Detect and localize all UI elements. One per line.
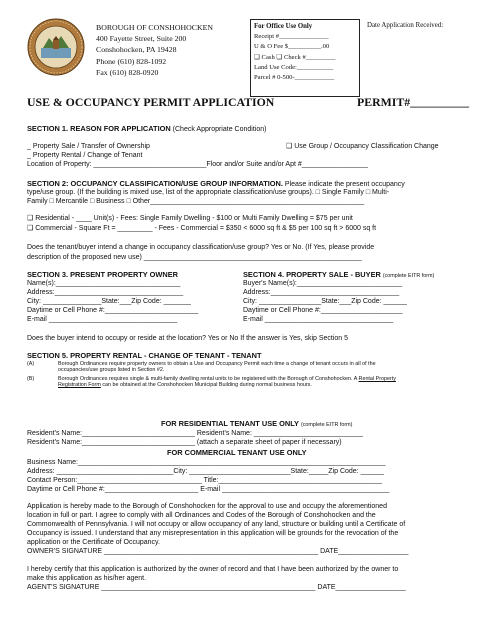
- permit-number[interactable]: PERMIT#__________: [357, 95, 470, 109]
- section-5-a-label: (A): [27, 361, 35, 367]
- owner-city-field[interactable]: City: _______________State:___Zip Code: _______: [27, 298, 191, 305]
- city-address: Conshohocken, PA 19428: [96, 45, 177, 55]
- business-address-field[interactable]: Address: ______________________________City: __________________________State:_____Zip Code: ______: [27, 468, 384, 475]
- buyer-address-field[interactable]: Address:_________________________________: [243, 289, 400, 296]
- owner-phone-field[interactable]: Daytime or Cell Phone #:________________________: [27, 307, 199, 314]
- application-text-5: application or the Certificate of Occupancy.: [27, 539, 160, 546]
- new-use-description-field[interactable]: description of the proposed new use) ________________________________________________________: [27, 254, 362, 261]
- office-use-box: [250, 19, 360, 97]
- business-name-field[interactable]: Business Name:_______________________________________________________________________________: [27, 459, 386, 466]
- resident-name-row-2[interactable]: Resident's Name:_____________________________ (attach a separate sheet of paper if necessary): [27, 439, 342, 446]
- application-text-1: Application is hereby made to the Borough of Conshohocken for the approval to use and occupy the aforementioned: [27, 503, 387, 510]
- owner-signature-field[interactable]: OWNER'S SIGNATURE _______________________________________________________ DATE__________________: [27, 548, 409, 555]
- rental-registration-link[interactable]: Rental Property: [358, 376, 396, 382]
- section-1-note: (Check Appropriate Condition): [172, 126, 267, 133]
- owner-email-field[interactable]: E-mail _________________________________: [27, 316, 178, 323]
- commercial-fee-option[interactable]: ❑ Commercial - Square Ft = _________ - Fees - Commercial = $350 < 6000 sq ft & $5 per 100 sq ft > 6000 sq ft: [27, 225, 377, 232]
- certify-text-2: make this application as his/her agent.: [27, 575, 147, 582]
- location-of-property-field[interactable]: Location of Property: _____________________________Floor and/or Suite and/or Apt #_________________: [27, 161, 368, 168]
- parcel-field[interactable]: Parcel # 0-500-____________: [254, 74, 335, 82]
- section-2-text-2[interactable]: type/use group. (If the building is mixed use, list of the appropriate classification/use groups). □ Single Family □ Multi-: [27, 189, 390, 196]
- certify-text-1: I hereby certify that this application is authorized by the owner of record and that I have been authorized by the owner to: [27, 566, 399, 573]
- option-property-rental[interactable]: _ Property Rental / Change of Tenant: [27, 152, 143, 159]
- change-use-question[interactable]: Does the tenant/buyer intend a change in occupancy classification/use group? Yes or No. (If Yes, please provide: [27, 244, 375, 251]
- fax-number: Fax (610) 828-0920: [96, 67, 159, 77]
- office-use-title: For Office Use Only: [254, 23, 313, 30]
- business-phone-email-field[interactable]: Daytime or Cell Phone #:________________________ E-mail ___________________________________________: [27, 486, 390, 493]
- receipt-field[interactable]: Receipt #_______________: [254, 33, 329, 41]
- date-received-label: Date Application Received:: [367, 22, 444, 29]
- option-property-sale[interactable]: _ Property Sale / Transfer of Ownership: [27, 143, 150, 150]
- section-5-b-text-2: can be obtained at the Conshohocken Municipal Building during normal business hours.: [100, 382, 312, 388]
- agent-signature-field[interactable]: AGENT'S SIGNATURE _______________________________________________________ DATE__________________: [27, 584, 406, 591]
- section-2-text-1: Please indicate the present occupancy: [284, 181, 405, 188]
- option-use-group-change[interactable]: ❑ Use Group / Occupancy Classification Change: [286, 143, 439, 150]
- buyer-occupy-question[interactable]: Does the buyer intend to occupy or reside at the location? Yes or No If the answer is Yes, skip Section 5: [27, 335, 349, 342]
- borough-seal-icon: [27, 18, 85, 76]
- section-2-text-3[interactable]: Family □ Mercantile □ Business □ Other_______________________________________________________: [27, 198, 365, 205]
- section-5-a-text-2: occupancies/use groups listed in Section #2.: [58, 367, 165, 373]
- section-5-b-line-2: [58, 382, 312, 388]
- phone-number: Phone (610) 828-1092: [96, 56, 167, 66]
- section-4-note: (complete EITR form): [382, 273, 435, 279]
- page-title: USE & OCCUPANCY PERMIT APPLICATION: [27, 95, 275, 109]
- residential-fee-option[interactable]: ❑ Residential - ____ Unit(s) - Fees: Single Family Dwelling - $100 or Multi Family Dwelling = $75 per unit: [27, 215, 353, 222]
- section-5-heading: SECTION 5. PROPERTY RENTAL - CHANGE OF TENANT - TENANT: [27, 351, 262, 360]
- land-use-field[interactable]: Land Use Code:___________: [254, 63, 334, 71]
- section-5-b-label: (B): [27, 376, 35, 382]
- org-name: BOROUGH OF CONSHOHOCKEN: [96, 23, 213, 32]
- street-address: 400 Fayette Street, Suite 200: [96, 34, 187, 44]
- resident-name-row-1[interactable]: Resident's Name:_____________________________ Resident's Name: ____________________________: [27, 430, 363, 437]
- contact-person-field[interactable]: Contact Person:________________________________ Title:__________________________________________: [27, 477, 383, 484]
- residential-tenant-heading: FOR RESIDENTIAL TENANT USE ONLY: [161, 419, 299, 428]
- payment-method[interactable]: ❑ Cash ❑ Check #_________: [254, 53, 336, 61]
- application-text-2: location in full or part. I agree to comply with all Ordinances and Codes of the Borough of Conshohocken and the: [27, 512, 376, 519]
- commercial-tenant-heading: FOR COMMERCIAL TENANT USE ONLY: [167, 448, 307, 457]
- section-5-b-text-1: Borough Ordinances requires single & multi-family dwelling rental units to be registered with the Borough of Conshohocken. A: [58, 376, 358, 382]
- uo-fee-field[interactable]: U & O Fee $__________.00: [254, 43, 330, 51]
- section-3-heading: SECTION 3. PRESENT PROPERTY OWNER: [27, 270, 178, 279]
- section-2-heading: SECTION 2: OCCUPANCY CLASSIFICATION/USE GROUP INFORMATION.: [27, 179, 283, 188]
- residential-tenant-note: (complete EITR form): [300, 422, 353, 428]
- section-1-heading: SECTION 1. REASON FOR APPLICATION (Check Appropriate Condition): [27, 124, 267, 133]
- section-4-heading: SECTION 4. PROPERTY SALE - BUYER: [243, 270, 381, 279]
- buyer-phone-field[interactable]: Daytime or Cell Phone #:_____________________: [243, 307, 403, 314]
- buyer-email-field[interactable]: E-mail _________________________________: [243, 316, 394, 323]
- section-5-a-text-1: Borough Ordinances require property owners to obtain a Use and Occupancy Permit each time a change of tenant occurs in all of the: [58, 361, 376, 367]
- application-text-3: Commonwealth of Pennsylvania. I will not occupy or allow occupancy of any land, structure or building until a Certificate of: [27, 521, 406, 528]
- application-text-4: Occupancy is issued. I understand that any misrepresentation in this application will be grounds for the revocation of the: [27, 530, 399, 537]
- buyer-city-field[interactable]: City: ________________State:___Zip Code: ______: [243, 298, 407, 305]
- owner-address-field[interactable]: Address:_________________________________: [27, 289, 184, 296]
- residential-tenant-heading-row: [161, 420, 352, 430]
- owner-name-field[interactable]: Name(s):________________________________: [27, 280, 181, 287]
- buyer-name-field[interactable]: Buyer's Name(s):___________________________: [243, 280, 402, 287]
- borough-address-block: [96, 22, 213, 78]
- registration-form-link[interactable]: Registration Form: [58, 382, 101, 388]
